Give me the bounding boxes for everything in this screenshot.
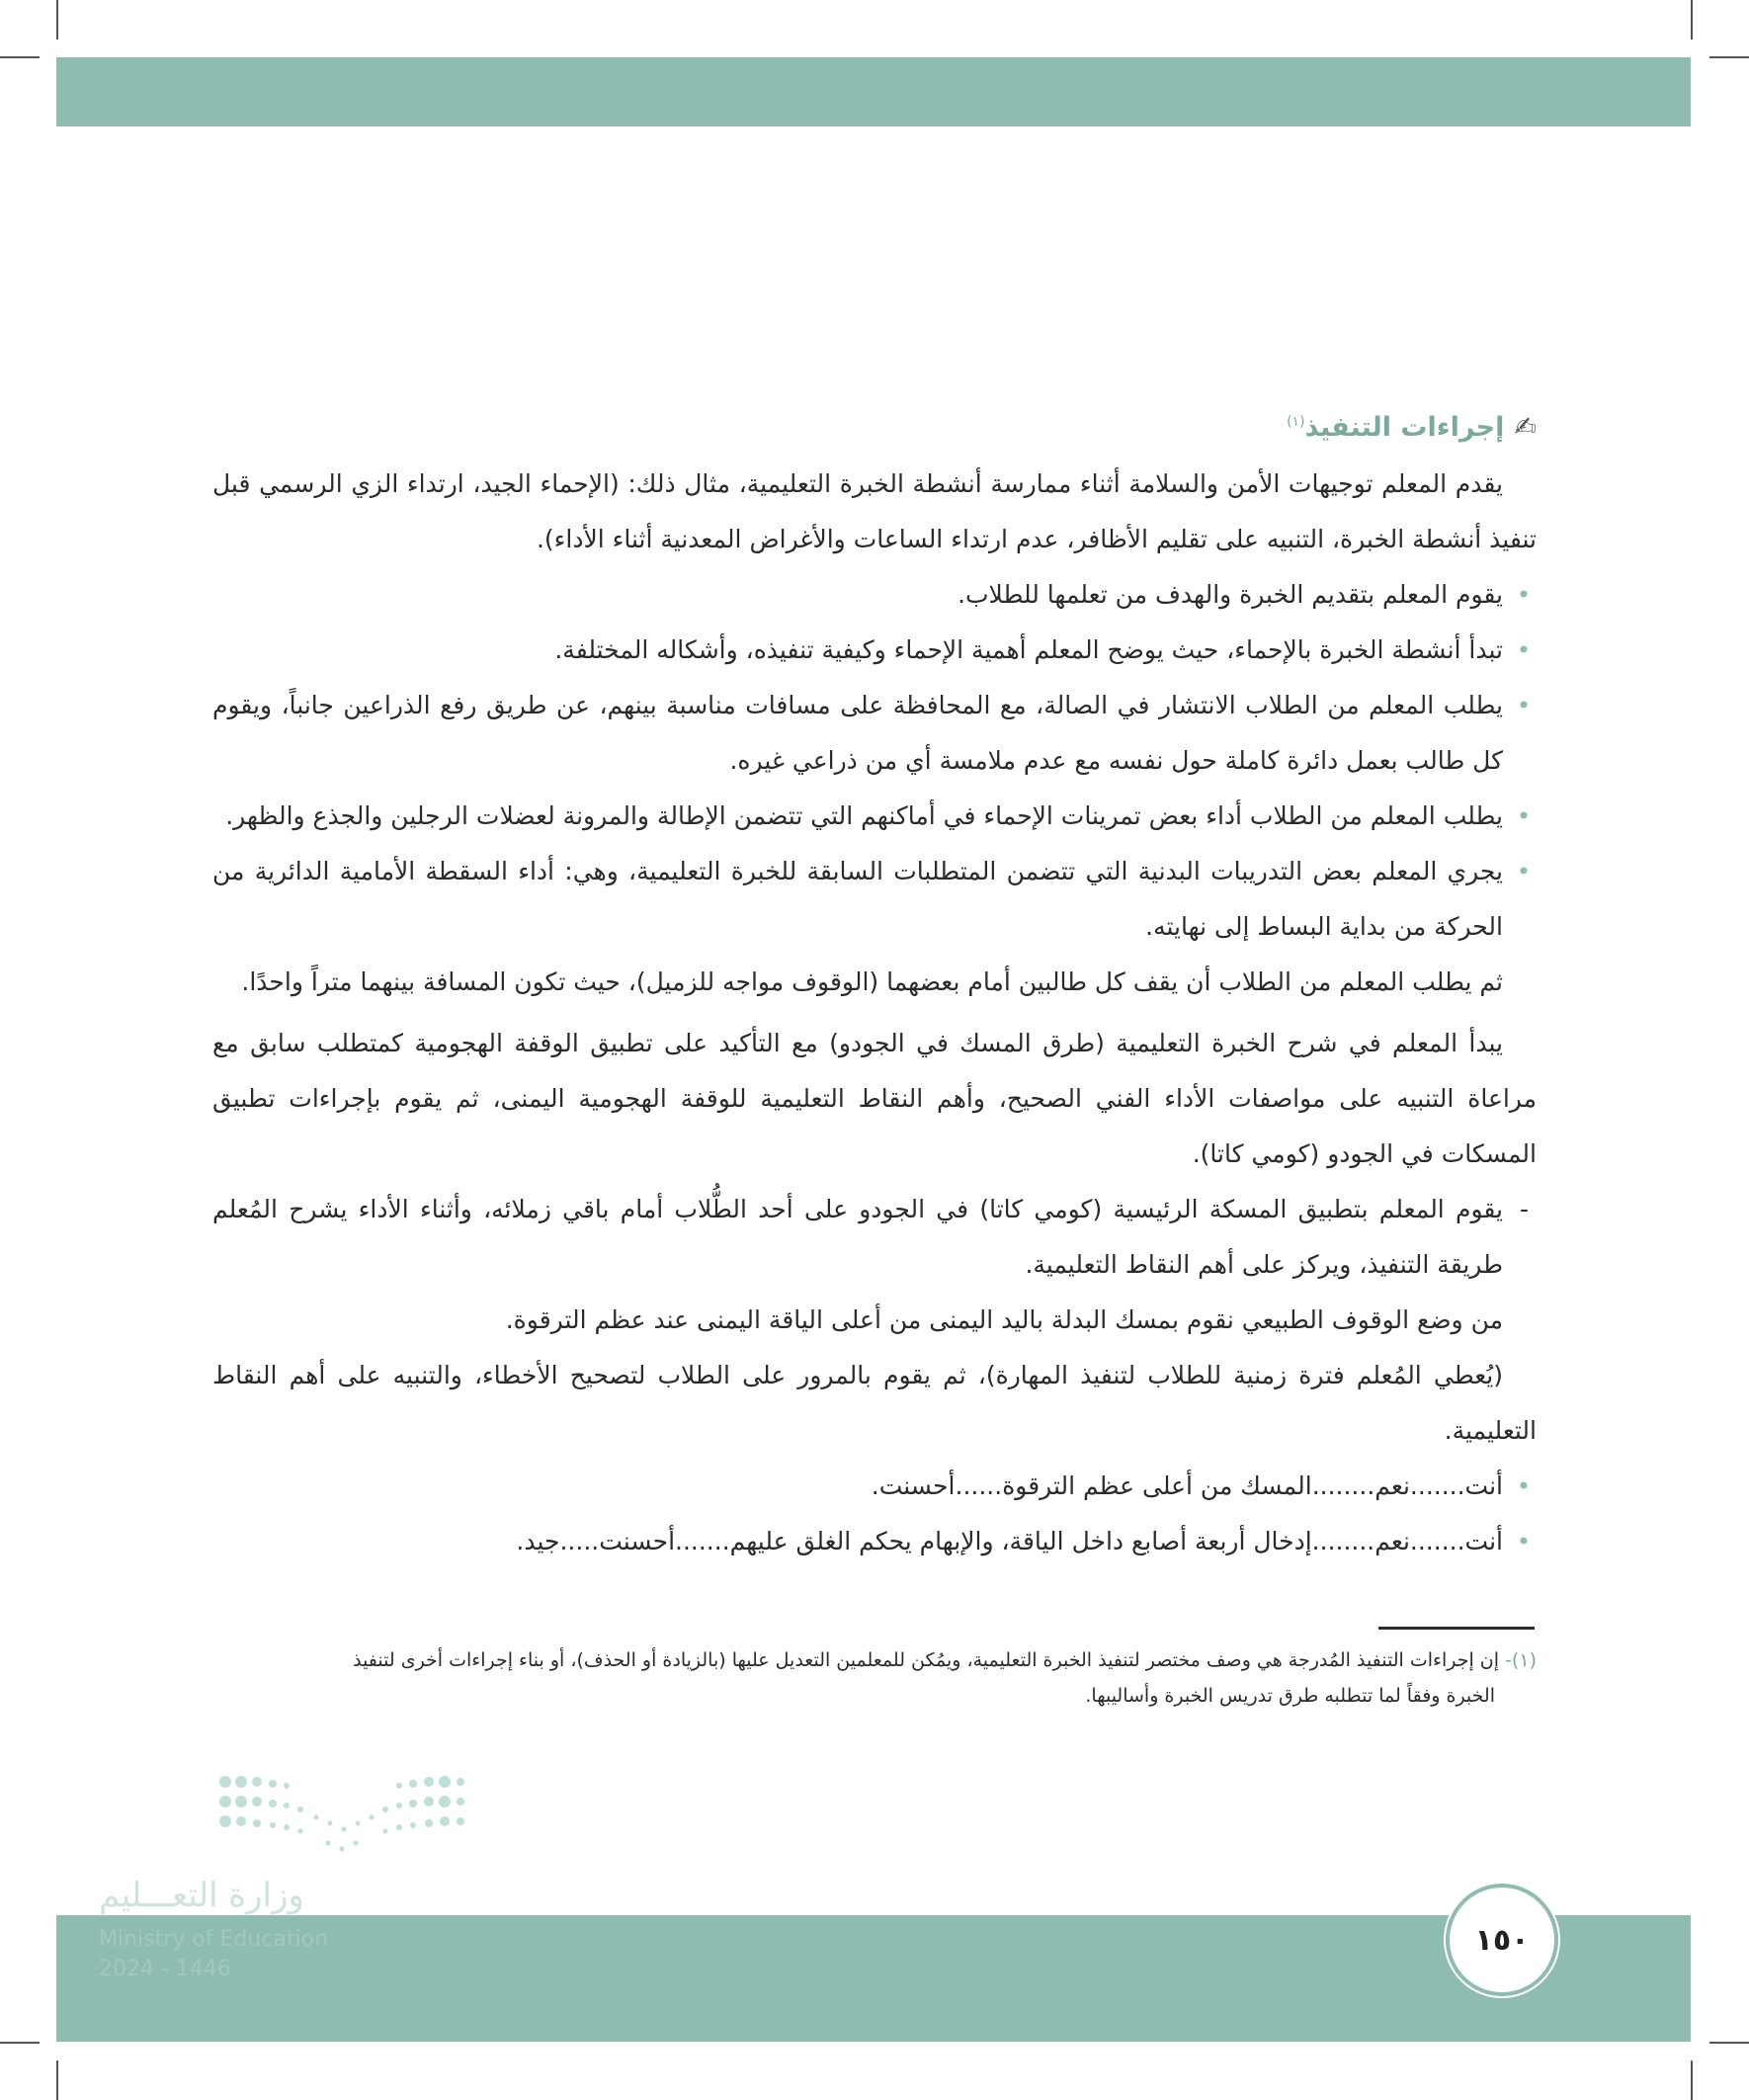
crop-mark: [1691, 0, 1693, 40]
footnote-line: الخبرة وفقاً لما تتطلبه طرق تدريس الخبرة وأساليبها.: [1085, 1685, 1495, 1707]
list-item: • أنت.......نعم........إدخال أربعة أصابع داخل الياقة، والإبهام يحكم الغلق عليهم.......أحسنت.....جيد.: [212, 1514, 1537, 1569]
list-item: • تبدأ أنشطة الخبرة بالإحماء، حيث يوضح المعلم أهمية الإحماء وكيفية تنفيذه، وأشكاله المختلفة.: [212, 623, 1537, 678]
section-heading: [212, 395, 1537, 455]
feedback-list: [212, 1459, 1537, 1569]
list-item: • أنت.......نعم........المسك من أعلى عظم الترقوة......أحسنت.: [212, 1459, 1537, 1514]
pairs-paragraph: ثم يطلب المعلم من الطلاب أن يقف كل طالبين أمام بعضهما (الوقوف مواجه للزميل)، حيث تكون المسافة بينهما متراً واحدًا.: [241, 967, 1503, 996]
ministry-title: وزارة التعـــليم: [99, 1876, 304, 1915]
crop-mark: [1709, 56, 1749, 58]
ministry-subtitle: [99, 1925, 328, 1984]
footnote-line: إن إجراءات التنفيذ المُدرجة هي وصف مختصر لتنفيذ الخبرة التعليمية، ويمُكن للمعلمين التعديل عليها (بالزيادة أو الحذف)، أو بناء إجراءات أخرى لتنفيذ: [353, 1649, 1500, 1671]
ministry-logo-dots-icon: [217, 1774, 464, 1853]
crop-mark: [56, 2060, 58, 2100]
intro-paragraph: يقدم المعلم توجيهات الأمن والسلامة أثناء ممارسة أنشطة الخبرة التعليمية، مثال ذلك: (الإحماء الجيد، ارتداء الزي الرسمي قبل تنفيذ أنشطة الخبرة، التنبيه على تقليم الأظافر، عدم ارتداء الساعات والأغراض المعدنية أثناء الأداء).: [212, 469, 1537, 553]
footnote: [212, 1642, 1537, 1714]
page-number: ١٥٠: [1446, 1884, 1558, 1996]
list-item: • يجري المعلم بعض التدريبات البدنية التي تتضمن المتطلبات السابقة للخبرة التعليمية، وهي: أداء السقطة الأمامية الدائرية من الحركة من بداية البساط إلى نهايته.: [212, 844, 1537, 955]
dash-item: - يقوم المعلم بتطبيق المسكة الرئيسية (كومي كاتا) في الجودو على أحد الطُّلاب أمام باقي زملائه، وأثناء الأداء يشرح المُعلم طريقة التنفيذ، ويركز على أهم النقاط التعليمية.: [212, 1182, 1537, 1293]
list-item: • يطلب المعلم من الطلاب الانتشار في الصالة، مع المحافظة على مسافات مناسبة بينهم، عن طريق رفع الذراعين جانباً، ويقوم كل طالب بعمل دائرة كاملة حول نفسه مع عدم ملامسة أي من ذراعي غيره.: [212, 678, 1537, 789]
footnote-divider: [1378, 1627, 1535, 1630]
crop-mark: [1691, 2060, 1693, 2100]
procedure-list: [212, 567, 1537, 955]
start-paragraph: يبدأ المعلم في شرح الخبرة التعليمية (طرق المسك في الجودو) مع التأكيد على تطبيق الوقفة الهجومية كمتطلب سابق مع مراعاة التنبيه على مواصفات الأداء الفني الصحيح، وأهم النقاط التعليمية للوقفة الهجومية اليمنى، ثم يقوم بإجراءات تطبيق المسكات في الجودو (كومي كاتا).: [212, 1029, 1537, 1168]
crop-mark: [0, 2042, 40, 2044]
crop-mark: [56, 0, 58, 40]
grip-paragraph: من وضع الوقوف الطبيعي نقوم بمسك البدلة باليد اليمنى من أعلى الياقة اليمنى عند عظم الترقوة.: [505, 1305, 1503, 1334]
footnote-number: (١)-: [1505, 1649, 1537, 1671]
ministry-english-name: Ministry of Education: [99, 1927, 329, 1952]
crop-mark: [1709, 2042, 1749, 2044]
footnote-mark: (١): [1287, 414, 1305, 430]
section-title: إجراءات التنفيذ: [1304, 412, 1505, 443]
crop-mark: [0, 56, 40, 58]
ministry-year: 2024 - 1446: [99, 1957, 231, 1981]
page-body: [212, 395, 1537, 1569]
list-item: • يقوم المعلم بتقديم الخبرة والهدف من تعلمها للطلاب.: [212, 567, 1537, 623]
header-band: [56, 57, 1691, 126]
writing-hand-icon: ✍: [1514, 412, 1537, 443]
list-item: • يطلب المعلم من الطلاب أداء بعض تمرينات الإحماء في أماكنهم التي تتضمن الإطالة والمرونة لعضلات الرجلين والجذع والظهر.: [212, 789, 1537, 844]
time-paragraph: (يُعطي المُعلم فترة زمنية للطلاب لتنفيذ المهارة)، ثم يقوم بالمرور على الطلاب لتصحيح الأخطاء، والتنبيه على أهم النقاط التعليمية.: [212, 1361, 1537, 1445]
